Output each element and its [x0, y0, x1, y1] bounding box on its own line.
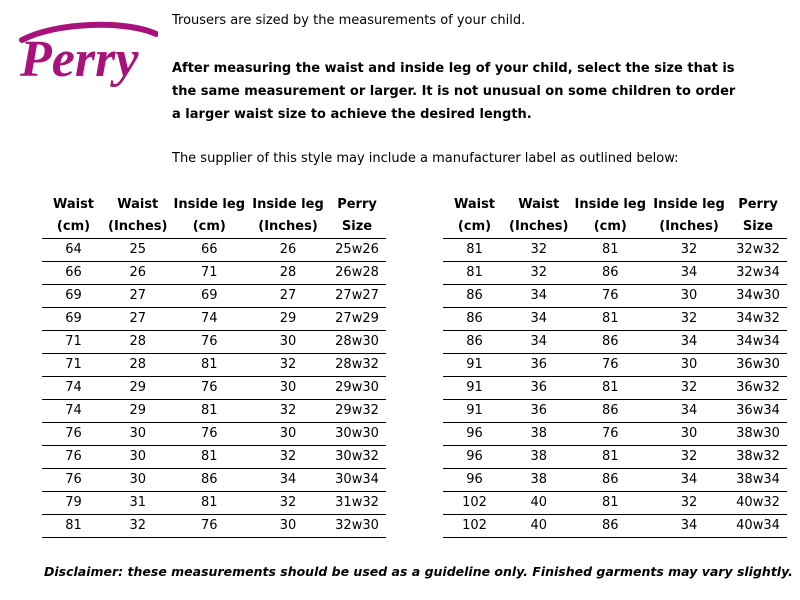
intro-instructions [172, 57, 735, 126]
cell-inside-leg-cm: 86 [572, 469, 650, 492]
header-inside-leg-cm: Inside leg [574, 197, 647, 212]
cell-waist-inches: 25 [105, 239, 171, 262]
table-row [443, 262, 787, 285]
cell-waist-inches: 29 [105, 400, 171, 423]
header-inside-leg-inches: Inside leg [252, 197, 324, 212]
table-row [42, 377, 386, 400]
cell-perry-size: 38w34 [729, 469, 787, 492]
cell-waist-inches: 38 [506, 446, 572, 469]
cell-inside-leg-inches: 32 [248, 446, 328, 469]
cell-waist-inches: 34 [506, 308, 572, 331]
table-row [42, 515, 386, 538]
cell-waist-inches: 31 [105, 492, 171, 515]
cell-waist-inches: 27 [105, 285, 171, 308]
table-row [42, 400, 386, 423]
cell-perry-size: 29w32 [328, 400, 386, 423]
table-row [443, 400, 787, 423]
logo-wordmark: Perry [20, 31, 139, 88]
instruction-line: the same measurement or larger. It is not unusual on some children to order [172, 84, 736, 99]
cell-inside-leg-cm: 81 [171, 492, 249, 515]
cell-waist-inches: 36 [506, 400, 572, 423]
cell-inside-leg-inches: 32 [248, 354, 328, 377]
cell-waist-cm: 102 [443, 515, 506, 538]
cell-inside-leg-inches: 34 [649, 262, 729, 285]
cell-waist-inches: 28 [105, 354, 171, 377]
cell-perry-size: 40w34 [729, 515, 787, 538]
cell-waist-cm: 79 [42, 492, 105, 515]
table-row [443, 285, 787, 308]
cell-inside-leg-cm: 76 [572, 423, 650, 446]
cell-inside-leg-inches: 32 [248, 492, 328, 515]
header-unit: Size [328, 216, 386, 239]
table-row [443, 423, 787, 446]
disclaimer [44, 564, 793, 579]
cell-perry-size: 30w34 [328, 469, 386, 492]
cell-inside-leg-cm: 81 [171, 400, 249, 423]
cell-inside-leg-cm: 81 [572, 377, 650, 400]
cell-inside-leg-cm: 86 [572, 331, 650, 354]
instruction-line: After measuring the waist and inside leg of your child, select the size that is [172, 61, 735, 76]
cell-waist-cm: 69 [42, 308, 105, 331]
cell-waist-inches: 29 [105, 377, 171, 400]
cell-waist-inches: 40 [506, 515, 572, 538]
cell-inside-leg-inches: 34 [248, 469, 328, 492]
cell-waist-cm: 76 [42, 423, 105, 446]
header-unit: (cm) [171, 216, 249, 239]
disclaimer-text: these measurements should be used as a guideline only. Finished garments may vary slightly. [123, 564, 793, 579]
supplier-note: The supplier of this style may include a manufacturer label as outlined below: [172, 151, 679, 166]
cell-inside-leg-inches: 34 [649, 469, 729, 492]
cell-inside-leg-inches: 30 [248, 331, 328, 354]
cell-waist-inches: 30 [105, 423, 171, 446]
cell-inside-leg-inches: 30 [248, 515, 328, 538]
cell-perry-size: 34w34 [729, 331, 787, 354]
size-table-left [42, 194, 386, 538]
cell-waist-cm: 81 [443, 262, 506, 285]
cell-inside-leg-cm: 76 [171, 515, 249, 538]
table-row [42, 446, 386, 469]
cell-waist-inches: 40 [506, 492, 572, 515]
table-row [42, 423, 386, 446]
cell-waist-cm: 91 [443, 354, 506, 377]
cell-perry-size: 36w32 [729, 377, 787, 400]
cell-waist-cm: 74 [42, 377, 105, 400]
cell-waist-cm: 86 [443, 331, 506, 354]
cell-waist-cm: 66 [42, 262, 105, 285]
header-unit: (cm) [572, 216, 650, 239]
table-row [443, 239, 787, 262]
cell-inside-leg-cm: 66 [171, 239, 249, 262]
cell-waist-cm: 71 [42, 331, 105, 354]
cell-waist-inches: 32 [506, 239, 572, 262]
table-row [443, 308, 787, 331]
cell-perry-size: 28w30 [328, 331, 386, 354]
cell-inside-leg-cm: 81 [171, 354, 249, 377]
cell-perry-size: 38w30 [729, 423, 787, 446]
cell-waist-cm: 81 [443, 239, 506, 262]
cell-waist-cm: 96 [443, 446, 506, 469]
cell-perry-size: 30w30 [328, 423, 386, 446]
cell-perry-size: 40w32 [729, 492, 787, 515]
header-waist-cm: Waist [453, 197, 496, 212]
cell-inside-leg-cm: 86 [572, 262, 650, 285]
cell-perry-size: 27w27 [328, 285, 386, 308]
cell-waist-cm: 76 [42, 469, 105, 492]
cell-waist-inches: 27 [105, 308, 171, 331]
cell-waist-cm: 76 [42, 446, 105, 469]
header-unit: (cm) [42, 216, 105, 239]
table-row [42, 239, 386, 262]
cell-inside-leg-cm: 71 [171, 262, 249, 285]
cell-perry-size: 27w29 [328, 308, 386, 331]
header-unit: (cm) [443, 216, 506, 239]
cell-waist-cm: 81 [42, 515, 105, 538]
header-perry-size: Perry [337, 197, 377, 212]
table-row [443, 331, 787, 354]
header-unit: (Inches) [649, 216, 729, 239]
cell-waist-cm: 71 [42, 354, 105, 377]
cell-waist-inches: 26 [105, 262, 171, 285]
cell-inside-leg-inches: 32 [248, 400, 328, 423]
cell-perry-size: 32w32 [729, 239, 787, 262]
cell-perry-size: 30w32 [328, 446, 386, 469]
table-row [42, 469, 386, 492]
cell-waist-cm: 69 [42, 285, 105, 308]
cell-waist-inches: 34 [506, 331, 572, 354]
cell-inside-leg-inches: 32 [649, 492, 729, 515]
cell-waist-cm: 74 [42, 400, 105, 423]
cell-inside-leg-inches: 30 [649, 354, 729, 377]
cell-inside-leg-cm: 76 [171, 331, 249, 354]
cell-waist-inches: 32 [506, 262, 572, 285]
header-waist-cm: Waist [52, 197, 95, 212]
cell-perry-size: 28w32 [328, 354, 386, 377]
table-row [443, 354, 787, 377]
cell-waist-inches: 28 [105, 331, 171, 354]
intro-line: Trousers are sized by the measurements of your child. [172, 13, 526, 28]
size-rows-right [443, 239, 787, 538]
cell-waist-inches: 38 [506, 469, 572, 492]
cell-inside-leg-cm: 81 [572, 239, 650, 262]
cell-waist-cm: 86 [443, 285, 506, 308]
cell-inside-leg-inches: 34 [649, 400, 729, 423]
cell-perry-size: 29w30 [328, 377, 386, 400]
table-row [443, 492, 787, 515]
cell-inside-leg-cm: 86 [572, 400, 650, 423]
size-table-right [443, 194, 787, 538]
cell-waist-cm: 96 [443, 469, 506, 492]
table-row [42, 308, 386, 331]
cell-waist-cm: 86 [443, 308, 506, 331]
table-row [42, 354, 386, 377]
header-unit: (Inches) [506, 216, 572, 239]
cell-inside-leg-inches: 27 [248, 285, 328, 308]
cell-inside-leg-inches: 28 [248, 262, 328, 285]
header-perry-size: Perry [738, 197, 778, 212]
cell-perry-size: 34w32 [729, 308, 787, 331]
cell-inside-leg-inches: 32 [649, 446, 729, 469]
cell-waist-cm: 64 [42, 239, 105, 262]
cell-perry-size: 32w34 [729, 262, 787, 285]
header-unit: (Inches) [105, 216, 171, 239]
cell-perry-size: 36w30 [729, 354, 787, 377]
cell-perry-size: 36w34 [729, 400, 787, 423]
table-row [443, 469, 787, 492]
cell-inside-leg-cm: 76 [171, 377, 249, 400]
cell-perry-size: 25w26 [328, 239, 386, 262]
cell-inside-leg-inches: 30 [248, 423, 328, 446]
cell-inside-leg-cm: 76 [171, 423, 249, 446]
cell-perry-size: 31w32 [328, 492, 386, 515]
cell-waist-inches: 30 [105, 446, 171, 469]
cell-perry-size: 38w32 [729, 446, 787, 469]
cell-waist-inches: 36 [506, 354, 572, 377]
cell-inside-leg-cm: 74 [171, 308, 249, 331]
cell-waist-cm: 96 [443, 423, 506, 446]
cell-inside-leg-inches: 30 [649, 285, 729, 308]
perry-logo [16, 18, 158, 98]
table-row [443, 377, 787, 400]
instruction-line: a larger waist size to achieve the desired length. [172, 107, 532, 122]
cell-inside-leg-cm: 76 [572, 285, 650, 308]
table-row [443, 515, 787, 538]
cell-inside-leg-inches: 29 [248, 308, 328, 331]
disclaimer-label: Disclaimer: [44, 564, 124, 579]
cell-inside-leg-inches: 30 [649, 423, 729, 446]
cell-inside-leg-cm: 81 [171, 446, 249, 469]
cell-waist-inches: 36 [506, 377, 572, 400]
cell-inside-leg-cm: 76 [572, 354, 650, 377]
cell-inside-leg-cm: 86 [171, 469, 249, 492]
table-row [42, 331, 386, 354]
cell-perry-size: 26w28 [328, 262, 386, 285]
table-row [443, 446, 787, 469]
cell-waist-cm: 91 [443, 377, 506, 400]
cell-waist-inches: 32 [105, 515, 171, 538]
cell-waist-inches: 34 [506, 285, 572, 308]
cell-inside-leg-cm: 86 [572, 515, 650, 538]
table-row [42, 492, 386, 515]
cell-inside-leg-cm: 81 [572, 308, 650, 331]
cell-perry-size: 34w30 [729, 285, 787, 308]
header-waist-inches: Waist [117, 197, 159, 212]
cell-inside-leg-inches: 26 [248, 239, 328, 262]
cell-inside-leg-inches: 32 [649, 308, 729, 331]
header-inside-leg-cm: Inside leg [173, 197, 246, 212]
cell-inside-leg-cm: 69 [171, 285, 249, 308]
cell-inside-leg-inches: 34 [649, 515, 729, 538]
table-row [42, 262, 386, 285]
cell-inside-leg-inches: 32 [649, 239, 729, 262]
cell-inside-leg-cm: 81 [572, 446, 650, 469]
cell-waist-inches: 38 [506, 423, 572, 446]
cell-waist-cm: 91 [443, 400, 506, 423]
header-inside-leg-inches: Inside leg [653, 197, 725, 212]
header-waist-inches: Waist [518, 197, 560, 212]
cell-inside-leg-inches: 30 [248, 377, 328, 400]
header-unit: Size [729, 216, 787, 239]
cell-perry-size: 32w30 [328, 515, 386, 538]
cell-waist-inches: 30 [105, 469, 171, 492]
size-rows-left [42, 239, 386, 538]
cell-waist-cm: 102 [443, 492, 506, 515]
cell-inside-leg-inches: 34 [649, 331, 729, 354]
cell-inside-leg-cm: 81 [572, 492, 650, 515]
header-unit: (Inches) [248, 216, 328, 239]
cell-inside-leg-inches: 32 [649, 377, 729, 400]
table-row [42, 285, 386, 308]
